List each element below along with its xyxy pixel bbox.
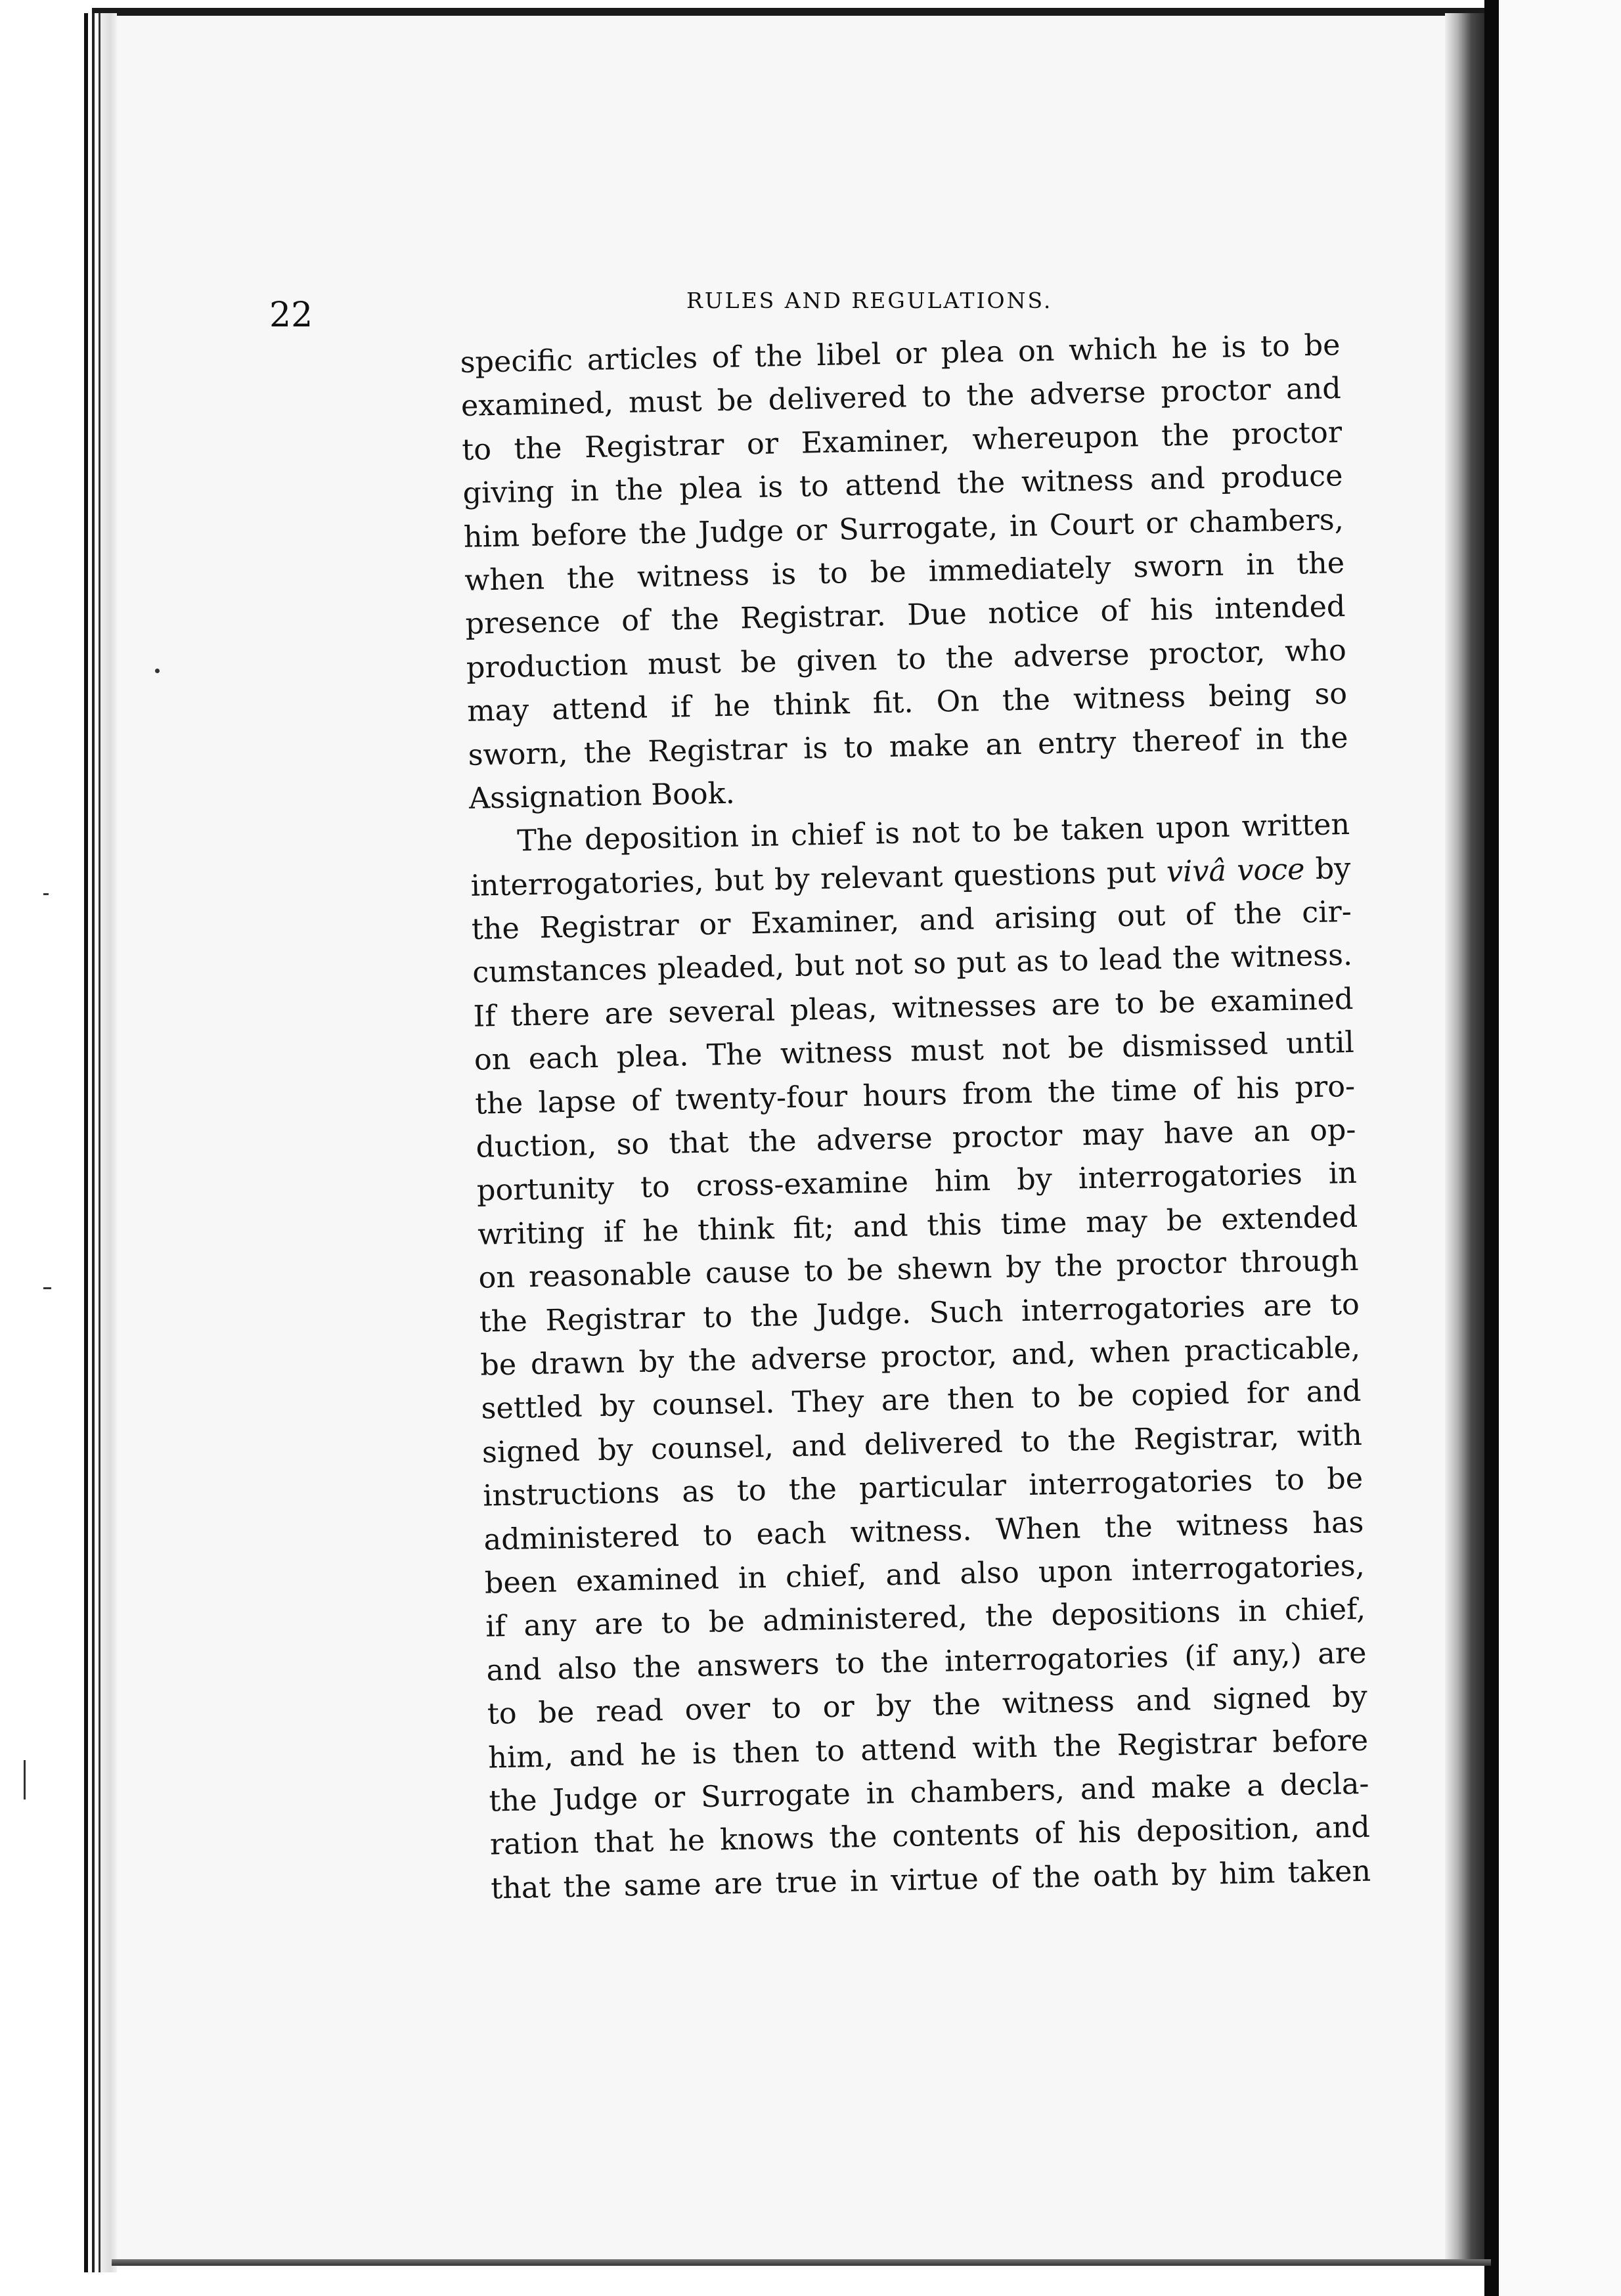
text-line: him, and he is then to attend with the Registrar before [487,1723,1369,1775]
text-line: specific articles of the libel or plea on which he is to be [460,328,1341,380]
text-line: to the Registrar or Examiner, whereupon the proctor [461,415,1343,467]
text-line: if any are to be administered, the depositions in chief, [485,1593,1366,1644]
scan-speck [43,1287,51,1289]
binding-dark-edge [1484,0,1499,2296]
page-bottom-edge [112,2259,1491,2266]
page-number: 22 [269,296,313,335]
text-line: the Registrar to the Judge. Such interrogatories are to [479,1287,1360,1339]
italic-phrase: vivâ voce [1166,852,1305,889]
text-line: giving in the plea is to attend the witness and produce [462,459,1343,511]
text-run: by [1304,851,1351,887]
text-line: The deposition in chief is not to be taken upon written [516,808,1350,858]
text-run: interrogatories, but by relevant questions put [470,855,1167,903]
text-line: and also the answers to the interrogatories (if any,) are [486,1636,1367,1688]
text-line: him before the Judge or Surrogate, in Court or chambers, [463,502,1344,554]
text-line: the Judge or Surrogate in chambers, and make a decla- [489,1767,1369,1819]
text-line: the lapse of twenty-four hours from the time of his pro- [474,1069,1356,1121]
text-line: be drawn by the adverse proctor, and, when practicable, [479,1331,1361,1382]
text-line: may attend if he think fit. On the witness being so [466,677,1348,729]
text-line: signed by counsel, and delivered to the Registrar, with [481,1418,1363,1470]
text-line: sworn, the Registrar is to make an entry thereof in the [468,720,1348,772]
text-line: the Registrar or Examiner, and arising out of the cir- [471,895,1352,946]
text-line: writing if he think fit; and this time may be extended [477,1200,1358,1252]
text-line: when the witness is to be immediately sworn in the [464,546,1345,598]
text-line: instructions as to the particular interrogatories to be [482,1461,1364,1513]
text-line: If there are several pleas, witnesses are to be examined [473,982,1354,1034]
facing-page-edge [1499,0,1621,2296]
scan-speck [43,893,49,895]
scan-speck [24,1760,26,1799]
text-line: on reasonable cause to be shewn by the proctor through [478,1244,1359,1295]
page-top-edge [92,8,1498,16]
scan-speck [155,669,160,673]
binding-shadow [1445,13,1484,2266]
text-line: Assignation Book. [468,776,736,816]
text-line: administered to each witness. When the witness has [483,1505,1364,1557]
text-line: presence of the Registrar. Due notice of his intended [465,590,1346,642]
text-line: examined, must be delivered to the adverse proctor and [460,372,1342,424]
text-line: to be read over to or by the witness and signed by [487,1679,1368,1731]
text-line: ration that he knows the contents of his deposition, and [489,1810,1371,1862]
text-line: that the same are true in virtue of the oath by him taken [490,1854,1371,1906]
text-line: settled by counsel. They are then to be copied for and [481,1375,1362,1426]
text-line: portunity to cross-examine him by interrogatories in [476,1157,1358,1208]
text-line: duction, so that the adverse proctor may have an op- [476,1113,1356,1164]
text-line: production must be given to the adverse proctor, who [466,633,1347,685]
body-text [460,324,1371,1910]
text-line: on each plea. The witness must not be dismissed until [474,1026,1355,1078]
text-line: cumstances pleaded, but not so put as to lead the witness. [472,938,1353,990]
text-line: been examined in chief, and also upon interrogatories, [484,1549,1366,1601]
running-head: RULES AND REGULATIONS. [686,288,1053,313]
page-stack-gutter [84,13,117,2272]
